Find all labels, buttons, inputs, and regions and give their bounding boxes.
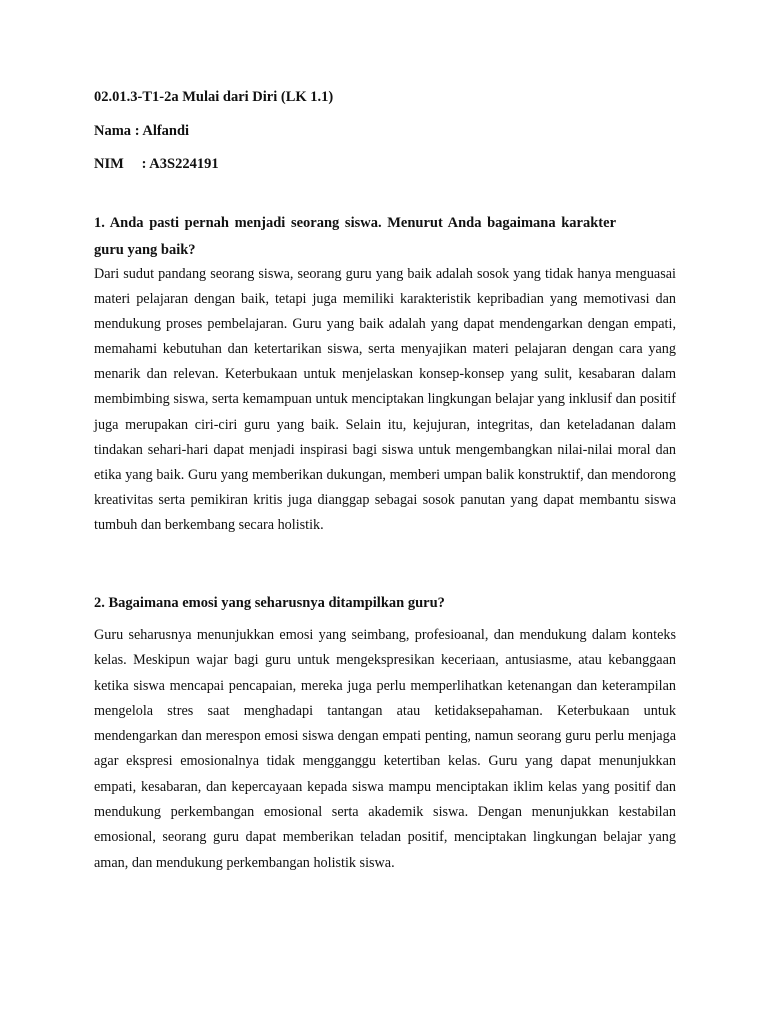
name-value: : Alfandi [134, 123, 190, 139]
question-2: 2. Bagaimana emosi yang seharusnya ditampilkan guru? [94, 595, 445, 611]
answer-2: Guru seharusnya menunjukkan emosi yang seimbang, profesioanal, dan mendukung dalam konteks kelas. Meskipun wajar bagi guru untuk mengekspresikan keceriaan, antusiasme, atau kebanggaan ketika siswa mencapai pencapaian, mereka juga perlu memperlihatkan ketenangan dan keterampilan mengelola stres saat menghadapi tantangan atau ketidaksepahaman. Keterbukaan untuk mendengarkan dan merespon emosi siswa dengan empati penting, namun seorang guru perlu menjaga agar ekspresi emosionalnya tidak mengganggu ketertiban kelas. Guru yang dapat menunjukkan empati, kesabaran, dan kepercayaan kepada siswa mampu menciptakan iklim kelas yang positif dan mendukung perkembangan emosional serta akademik siswa. Dengan menunjukkan kestabilan emosional, seorang guru dapat memberikan teladan positif, menciptakan lingkungan belajar yang aman, dan mendukung perkembangan holistik siswa. [94, 627, 676, 871]
name-label: Nama [94, 123, 132, 139]
name-line [94, 123, 189, 140]
question-1: 1. Anda pasti pernah menjadi seorang siswa. Menurut Anda bagaimana karakter guru yang baik? [94, 215, 616, 258]
nim-line [94, 156, 219, 173]
nim-value: : A3S224191 [141, 156, 219, 172]
answer-1: Dari sudut pandang seorang siswa, seorang guru yang baik adalah sosok yang tidak hanya menguasai materi pelajaran dengan baik, tetapi juga memiliki karakteristik kepribadian yang memotivasi dan mendukung proses pembelajaran. Guru yang baik adalah yang dapat mendengarkan dengan empati, memahami kebutuhan dan ketertarikan siswa, serta menyajikan materi pelajaran dengan cara yang menarik dan relevan. Keterbukaan untuk menjelaskan konsep-konsep yang sulit, kesabaran dalam membimbing siswa, serta kemampuan untuk menciptakan lingkungan belajar yang inklusif dan positif juga merupakan ciri-ciri guru yang baik. Selain itu, kejujuran, integritas, dan keteladanan dalam tindakan sehari-hari dapat menjadi inspirasi bagi siswa untuk mengembangkan nilai-nilai moral dan etika yang baik. Guru yang memberikan dukungan, memberi umpan balik konstruktif, dan mendorong kreativitas serta pemikiran kritis juga dianggap sebagai sosok panutan yang dapat membantu siswa tumbuh dan berkembang secara holistik. [94, 266, 676, 533]
nim-label: NIM [94, 156, 124, 172]
document-title: 02.01.3-T1-2a Mulai dari Diri (LK 1.1) [94, 89, 334, 105]
